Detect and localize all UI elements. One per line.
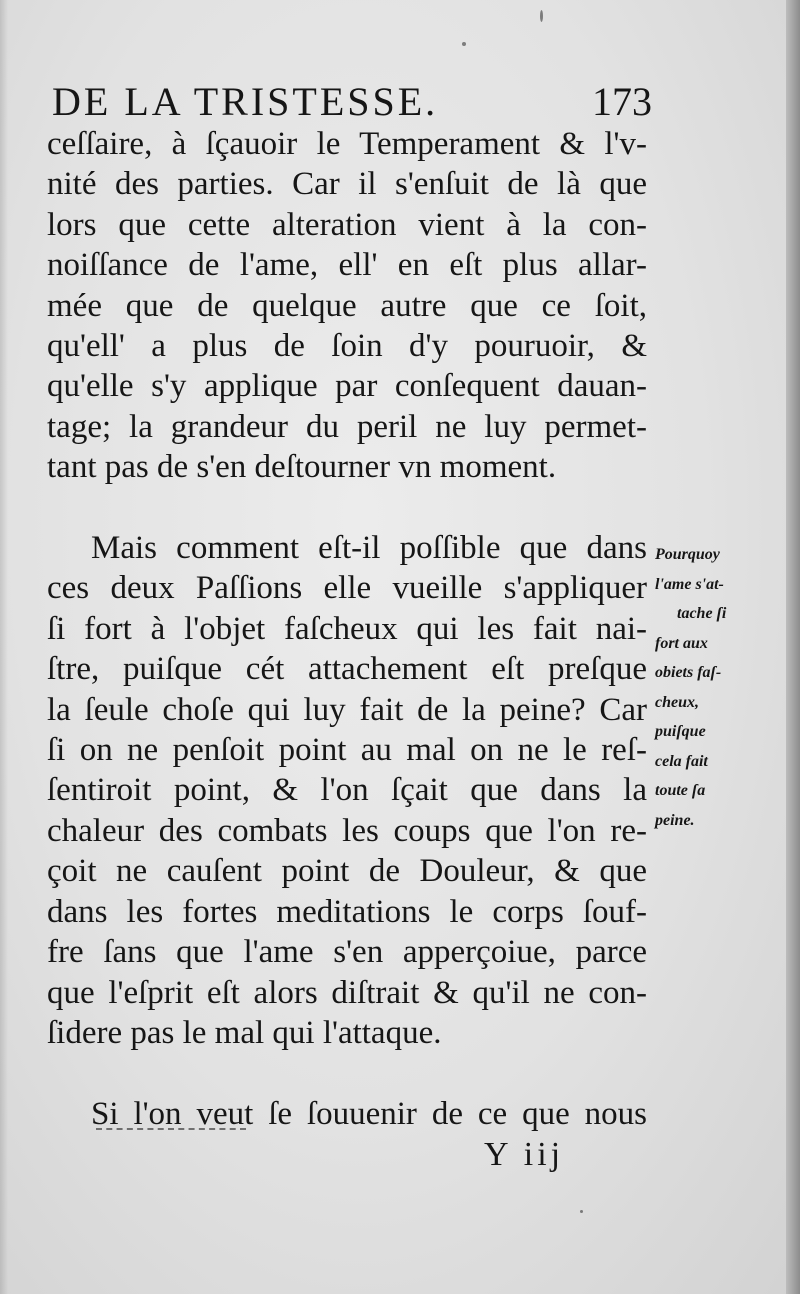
paragraph-start-line: Mais comment eſt-il poſſible que dans — [91, 530, 647, 567]
print-dash-marks — [96, 1128, 246, 1130]
text-line: lors que cette alteration vient à la con- — [47, 206, 647, 243]
marginal-note-line: Pourquoy — [655, 546, 720, 563]
ink-speck — [462, 42, 466, 46]
marginal-note-line: fort aux — [655, 634, 708, 652]
marginal-note-line: puiſque — [655, 723, 706, 740]
page-number: 173 — [592, 79, 652, 124]
marginal-note-line: obiets faſ- — [655, 664, 722, 681]
text-line: ceſſaire, à ſçauoir le Temperament & l'v- — [47, 126, 647, 162]
running-head — [52, 78, 652, 125]
text-line: ſi on ne penſoit point au mal on ne le reſ- — [47, 732, 647, 769]
text-line: ces deux Paſſions elle vueille s'appliquer — [47, 570, 647, 607]
text-line: ſi fort à l'objet faſcheux qui les fait nai- — [47, 610, 647, 647]
marginal-note — [655, 540, 785, 835]
signature-mark: Y iij — [484, 1136, 565, 1173]
text-line: tant pas de s'en deſtourner vn moment. — [47, 449, 557, 486]
page-edge-shadow — [786, 0, 800, 1294]
text-line: chaleur des combats les coups que l'on re- — [47, 812, 647, 849]
text-line: tage; la grandeur du peril ne luy permet- — [47, 408, 647, 445]
marginal-note-line: cela fait — [655, 752, 708, 770]
text-line: ſtre, puiſque cét attachement eſt preſque — [47, 651, 647, 688]
marginal-note-line: cheux, — [655, 693, 699, 711]
text-line: nité des parties. Car il s'enſuit de là que — [47, 166, 647, 203]
text-line: ſidere pas le mal qui l'attaque. — [47, 1014, 442, 1051]
text-line: que l'eſprit eſt alors diſtrait & qu'il ne con- — [47, 974, 647, 1011]
marginal-note-line: toute ſa — [655, 782, 706, 799]
marginal-note-line: peine. — [655, 811, 695, 829]
marginal-note-line: l'ame s'at- — [655, 575, 724, 593]
marginal-note-line: tache ſi — [677, 605, 727, 622]
running-head-title: DE LA TRISTESSE. — [52, 79, 439, 124]
text-line: mée que de quelque autre que ce ſoit, — [47, 287, 647, 324]
paragraph-gap — [47, 1053, 647, 1093]
ink-speck — [580, 1210, 583, 1213]
text-line: fre ſans que l'ame s'en apperçoiue, parce — [47, 934, 647, 971]
paragraph-start-line: Si l'on veut ſe ſouuenir de ce que nous — [91, 1095, 647, 1132]
body-text — [47, 124, 647, 1134]
text-line: noiſſance de l'ame, ell' en eſt plus allar- — [47, 247, 647, 284]
text-line: dans les fortes meditations le corps ſouf- — [47, 893, 647, 930]
text-line: qu'ell' a plus de ſoin d'y pouruoir, & — [47, 328, 647, 365]
text-line: qu'elle s'y applique par conſequent dauan- — [47, 368, 647, 405]
page-gutter-shadow — [0, 0, 8, 1294]
text-line: la ſeule choſe qui luy fait de la peine? Car — [47, 691, 647, 728]
text-line: çoit ne cauſent point de Douleur, & que — [47, 853, 647, 890]
paragraph-gap — [47, 488, 647, 528]
ink-speck — [540, 10, 543, 22]
text-line: ſentiroit point, & l'on ſçait que dans la — [47, 772, 647, 809]
